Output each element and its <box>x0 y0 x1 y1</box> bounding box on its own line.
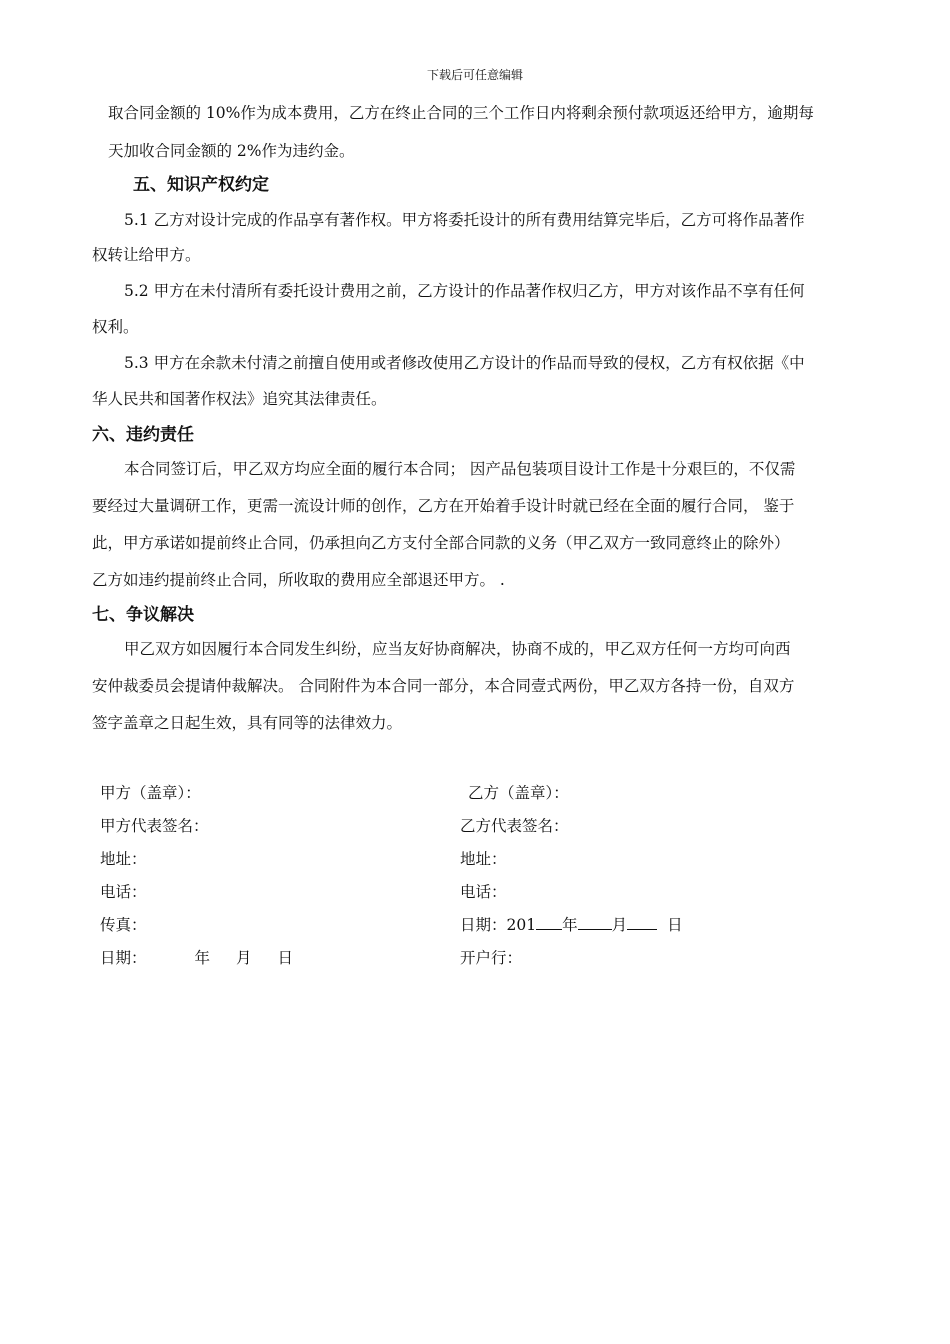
party-b-date-prefix: 201 <box>506 916 537 934</box>
party-a-seal: 甲方（盖章）： <box>100 784 201 802</box>
party-b-rep: 乙方代表签名： <box>460 817 569 835</box>
year-blank <box>536 915 562 930</box>
text-line: 华人民共和国著作权法》追究其法律责任。 <box>92 390 387 408</box>
party-b-date-day: 日 <box>667 916 683 934</box>
party-b-seal: 乙方（盖章）： <box>468 784 569 802</box>
text-line: 乙方如违约提前终止合同，所收取的费用应全部退还甲方。 . <box>92 571 505 589</box>
party-a-date-year: 年 <box>194 949 211 967</box>
party-a-fax: 传真： <box>100 916 147 934</box>
party-a-date <box>100 948 293 968</box>
text-line: 5.3 甲方在余款未付清之前擅自使用或者修改使用乙方设计的作品而导致的侵权，乙方有权依据《中 <box>124 354 805 372</box>
party-b-date-month: 月 <box>611 916 628 934</box>
party-a-date-day: 日 <box>277 949 294 967</box>
text-line: 天加收合同金额的 2%作为违约金。 <box>108 142 355 160</box>
party-b-address: 地址： <box>460 850 507 868</box>
text-line: 安仲裁委员会提请仲裁解决。 合同附件为本合同一部分，本合同壹式两份，甲乙双方各持一份，自双方 <box>92 677 795 695</box>
text-line: 此，甲方承诺如提前终止合同，仍承担向乙方支付全部合同款的义务（甲乙双方一致同意终止的除外） <box>92 534 790 552</box>
party-a-date-label: 日期： <box>100 949 147 967</box>
month-blank <box>578 915 612 930</box>
header-note: 下载后可任意编辑 <box>426 68 523 82</box>
section-heading-dispute: 七、争议解决 <box>92 605 194 625</box>
party-a-date-month: 月 <box>236 949 252 967</box>
text-line: 取合同金额的 10%作为成本费用，乙方在终止合同的三个工作日内将剩余预付款项返还给甲方，逾期每 <box>108 104 814 122</box>
party-a-phone: 电话： <box>100 883 147 901</box>
day-blank <box>627 915 657 930</box>
party-b-date-label: 日期： <box>460 916 507 934</box>
party-b-bank: 开户行： <box>460 949 523 967</box>
party-a-rep: 甲方代表签名： <box>100 817 209 835</box>
party-b-phone: 电话： <box>460 883 507 901</box>
text-line: 权利。 <box>92 318 139 336</box>
text-line: 要经过大量调研工作，更需一流设计师的创作，乙方在开始着手设计时就已经在全面的履行合同， 鉴于 <box>92 497 795 515</box>
party-b-date-year: 年 <box>562 916 578 934</box>
text-line: 甲乙双方如因履行本合同发生纠纷，应当友好协商解决，协商不成的，甲乙双方任何一方均可向西 <box>124 640 791 658</box>
text-line: 5.2 甲方在未付清所有委托设计费用之前，乙方设计的作品著作权归乙方，甲方对该作品不享有任何 <box>124 282 805 300</box>
text-line: 本合同签订后，甲乙双方均应全面的履行本合同； 因产品包装项目设计工作是十分艰巨的，不仅需 <box>124 460 796 478</box>
text-line: 签字盖章之日起生效，具有同等的法律效力。 <box>92 714 403 732</box>
party-a-address: 地址： <box>100 850 147 868</box>
section-heading-breach: 六、违约责任 <box>92 425 194 445</box>
party-b-date <box>460 915 683 935</box>
text-line: 权转让给甲方。 <box>92 246 201 264</box>
text-line: 5.1 乙方对设计完成的作品享有著作权。甲方将委托设计的所有费用结算完毕后，乙方可将作品著作 <box>124 211 805 229</box>
section-heading-ip: 五、知识产权约定 <box>133 175 269 195</box>
